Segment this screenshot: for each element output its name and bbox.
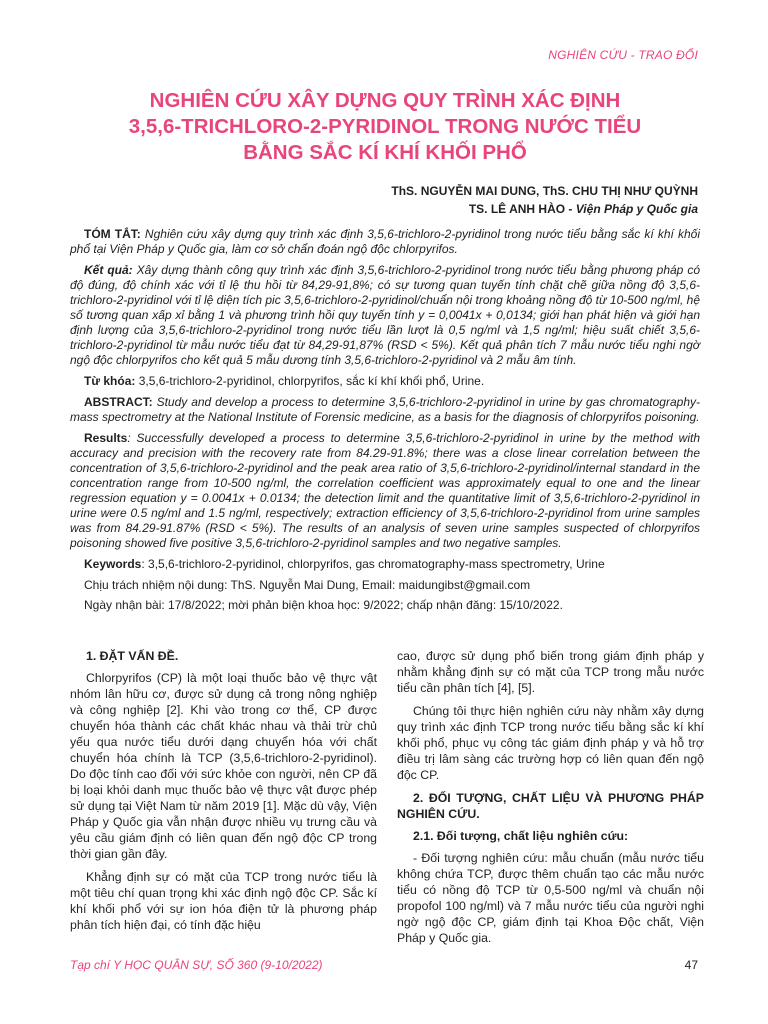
page-number: 47 bbox=[684, 958, 698, 972]
heading-subjects: 2.1. Đối tượng, chất liệu nghiên cứu: bbox=[413, 829, 629, 843]
keywords-vi-label: Từ khóa: bbox=[84, 374, 136, 388]
author-affiliation: Viện Pháp y Quốc gia bbox=[575, 202, 698, 216]
author-separator: - bbox=[565, 202, 576, 216]
authors-line-2 bbox=[391, 200, 698, 218]
abstract-en-text: Study and develop a process to determine 3,5,6-trichloro-2-pyridinol in urine by gas chromatography-mass spectrometry at the National Institute of Forensic medicine, as a basis for the diagnosis of chlorpyrifos poisoning. bbox=[70, 395, 700, 424]
keywords-en bbox=[70, 557, 700, 572]
paragraph-4: Chúng tôi thực hiện nghiên cứu này nhằm xây dựng quy trình xác định TCP trong nước tiểu bằng sắc kí khí khối phổ, phục vụ công tác giám định pháp y và hỗ trợ điều trị lâm sàng các trường hợp có liên quan đến ngộ độc CP. bbox=[397, 704, 704, 782]
submission-dates: Ngày nhận bài: 17/8/2022; mời phản biện khoa học: 9/2022; chấp nhận đăng: 15/10/2022. bbox=[84, 598, 563, 612]
keywords-vi-text: 3,5,6-trichloro-2-pyridinol, chlorpyrifos, sắc kí khí khối phổ, Urine. bbox=[135, 374, 485, 388]
responsible-author: Chịu trách nhiệm nội dung: ThS. Nguyễn Mai Dung, Email: maidungibst@gmail.com bbox=[84, 578, 531, 592]
keywords-vi bbox=[70, 374, 700, 389]
abstract-en-label: ABSTRACT: bbox=[84, 395, 153, 409]
body-column-right bbox=[397, 648, 704, 953]
section-tag: NGHIÊN CỨU - TRAO ĐỔI bbox=[548, 48, 698, 62]
paragraph-3: cao, được sử dụng phổ biến trong giám định pháp y nhằm khẳng định sự có mặt của TCP trong mẫu nước tiểu cần phân tích [4], [5]. bbox=[397, 649, 704, 695]
results-vi-label: Kết quả: bbox=[84, 263, 133, 277]
article-title bbox=[60, 88, 710, 166]
abstract-vi bbox=[70, 227, 700, 257]
results-en-label: Results bbox=[84, 431, 128, 445]
heading-methods: 2. ĐỐI TƯỢNG, CHẤT LIỆU VÀ PHƯƠNG PHÁP NGHIÊN CỨU. bbox=[397, 791, 704, 821]
authors-block bbox=[391, 182, 698, 218]
abstract-en bbox=[70, 395, 700, 425]
authors-line-1: ThS. NGUYỄN MAI DUNG, ThS. CHU THỊ NHƯ QUỲNH bbox=[391, 184, 698, 198]
keywords-en-text: : 3,5,6-trichloro-2-pyridinol, chlorpyrifos, gas chromatography-mass spectrometry, Urine bbox=[141, 557, 605, 571]
heading-introduction: 1. ĐẶT VẤN ĐỀ. bbox=[86, 649, 179, 663]
results-vi-text: Xây dựng thành công quy trình xác định 3,5,6-trichloro-2-pyridinol trong nước tiểu bằng phương pháp có độ đúng, độ chính xác với tỉ lệ thu hồi từ 84,29-91,8%; có sự tương quan tuyến tính chặt chẽ giữa nồng độ 3,5,6-trichloro-2-pyridinol với tỉ lệ diện tích pic 3,5,6-trichloro-2-pyridinol/chuẩn nội trong khoảng nồng độ từ 10-500 ng/ml, hệ số tương quan xấp xỉ bằng 1 và phương trình hồi quy tuyến tính y = 0,0041x + 0,0134; giới hạn phát hiện và giới hạn định lượng của 3,5,6-trichloro-2-pyridinol trong nước tiểu lần lượt là 0,5 ng/ml và 1,5 ng/ml; hiệu suất chiết 3,5,6-trichloro-2-pyridinol từ mẫu nước tiểu đạt từ 84,29-91,87% (RSD < 5%). Kết quả phân tích 7 mẫu nước tiểu nghi ngờ ngộ độc chlorpyrifos cho kết quả 5 mẫu dương tính 3,5,6-trichloro-2-pyridinol và 2 mẫu âm tính. bbox=[70, 263, 701, 367]
results-en bbox=[70, 431, 700, 551]
keywords-en-label: Keywords bbox=[84, 557, 142, 571]
paragraph-5: - Đối tượng nghiên cứu: mẫu chuẩn (mẫu nước tiểu không chứa TCP, được thêm chuẩn tạo các mẫu nước tiểu có nồng độ TCP từ 0,5-500 ng/ml và chuẩn nội propofol 100 ng/ml) và 7 mẫu nước tiểu của người nghi ngờ ngộ độc CP, giám định tại Khoa Độc chất, Viện Pháp y Quốc gia. bbox=[397, 851, 704, 945]
abstract-block bbox=[70, 227, 700, 618]
results-en-text: : Successfully developed a process to determine 3,5,6-trichloro-2-pyridinol in urine by the method with accuracy and precision with the recovery rate from 84.29-91.8%; there was a close linear correlation between the concentration of 3,5,6-trichloro-2-pyridinol and the peak area ratio of 3,5,6-trichloro-2-pyridinol/internal standard in the concentration range from 10-500 ng/ml, the correlation coefficient was approximately equal to one and the linear regression equation y = 0.0041x + 0.0134; the detection limit and the quantitative limit of 3,5,6-trichloro-2-pyridinol in urine were 0.5 ng/ml and 1.5 ng/ml, respectively; extraction efficiency of 3,5,6-trichloro-2-pyridinol from urine samples was from 84.29-91.87% (RSD < 5%). The results of an analysis of seven urine samples suspected of chlorpyrifos poisoning showed five positive 3,5,6-trichloro-2-pyridinol samples and two negative samples. bbox=[70, 431, 700, 550]
results-vi bbox=[70, 263, 700, 368]
title-line-2: 3,5,6-TRICHLORO-2-PYRIDINOL TRONG NƯỚC TIỂU bbox=[128, 115, 642, 138]
author-name: TS. LÊ ANH HÀO bbox=[468, 202, 566, 216]
paragraph-1: Chlorpyrifos (CP) là một loại thuốc bảo vệ thực vật nhóm lân hữu cơ, được sử dụng cả trong nông nghiệp và công nghiệp [2]. Khi vào trong cơ thể, CP được chuyển hóa thành các chất khác nhau và thải trừ chủ yếu qua nước tiểu dưới dạng chuyển hóa với chất chuyển hóa chính là TCP (3,5,6-trichloro-2-pyridinol). Do độc tính cao đối với sức khỏe con người, nên CP đã bị loại khỏi danh mục thuốc bảo vệ thực vật được phép sử dụng tại Việt Nam từ năm 2019 [1]. Mặc dù vậy, Viện Pháp y Quốc gia vẫn nhận được nhiều vụ trưng cầu và yêu cầu giám định có liên quan đến ngộ độc CP trong thời gian gần đây. bbox=[70, 671, 377, 861]
journal-footer: Tạp chí Y HỌC QUÂN SỰ, SỐ 360 (9-10/2022) bbox=[70, 958, 323, 972]
paragraph-2: Khẳng định sự có mặt của TCP trong nước tiểu là một tiêu chí quan trọng khi xác định ngộ độc CP. Sắc kí khí khối phổ với sự ion hóa điện tử là phương pháp phân tích hiện đại, có tính đặc hiệu bbox=[70, 870, 377, 932]
abstract-vi-label: TÓM TẮT: bbox=[84, 227, 141, 241]
abstract-vi-text: Nghiên cứu xây dựng quy trình xác định 3,5,6-trichloro-2-pyridinol trong nước tiểu bằng sắc kí khí khối phổ tại Viện Pháp y Quốc gia, làm cơ sở chẩn đoán ngộ độc chlorpyrifos. bbox=[70, 227, 700, 256]
body-column-left bbox=[70, 648, 377, 940]
title-line-1: NGHIÊN CỨU XÂY DỰNG QUY TRÌNH XÁC ĐỊNH bbox=[149, 89, 621, 112]
title-line-3: BẰNG SẮC KÍ KHÍ KHỐI PHỔ bbox=[243, 141, 527, 164]
